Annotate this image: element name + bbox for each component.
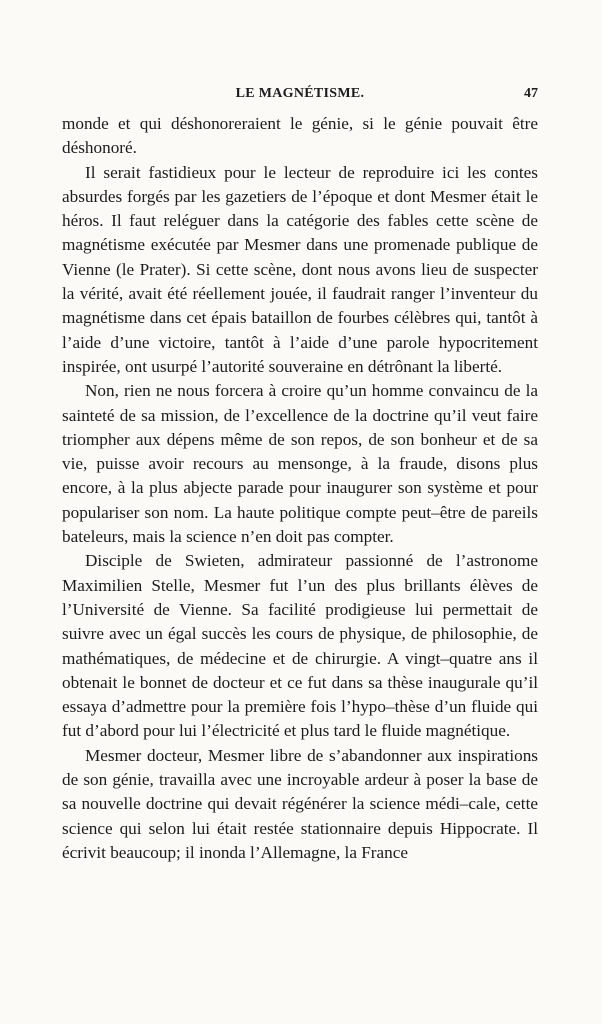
- paragraph: monde et qui déshonoreraient le génie, si le génie pouvait être déshonoré.: [62, 114, 538, 158]
- body-text: [62, 112, 538, 865]
- running-title: LE MAGNÉTISME.: [235, 86, 365, 101]
- paragraph: Non, rien ne nous forcera à croire qu’un homme convaincu de la sainteté de sa mission, de l’excellence de la doctrine qu’il veut faire triompher aux dépens même de son repos, de son bonheur et de sa vie, puisse avoir recours au mensonge, à la fraude, disons plus encore, à la plus abjecte parade pour inaugurer son système et pour populariser son nom. La haute politique compte peut–être de pareils bateleurs, mais la science n’en doit pas compter.: [62, 381, 538, 547]
- paragraph: Mesmer docteur, Mesmer libre de s’abandonner aux inspirations de son génie, travailla avec une incroyable ardeur à poser la base de sa nouvelle doctrine qui devait régénérer la science médi–cale, cette science qui selon lui était restée stationnaire depuis Hippocrate. Il écrivit beaucoup; il inonda l’Allemagne, la France: [62, 745, 538, 862]
- page-number: 47: [524, 86, 538, 101]
- paragraph: Il serait fastidieux pour le lecteur de reproduire ici les contes absurdes forgés par les gazetiers de l’époque et dont Mesmer était le héros. Il faut reléguer dans la catégorie des fables cette scène de magnétisme exécutée par Mesmer dans une promenade publique de Vienne (le Prater). Si cette scène, dont nous avons lieu de suspecter la vérité, avait été réellement jouée, il faudrait ranger l’inventeur du magnétisme dans cet épais bataillon de fourbes célèbres qui, tantôt à l’aide d’une victoire, tantôt à l’aide d’une parole hypocritement inspirée, ont usurpé l’autorité souveraine en détrônant la liberté.: [62, 162, 538, 376]
- paragraph: Disciple de Swieten, admirateur passionné de l’astronome Maximilien Stelle, Mesmer fut l’un des plus brillants élèves de l’Université de Vienne. Sa facilité prodigieuse lui permettait de suivre avec un égal succès les cours de physique, de philosophie, de mathématiques, de médecine et de chirurgie. A vingt–quatre ans il obtenait le bonnet de docteur et ce fut dans sa thèse inaugurale qu’il essaya d’admettre pour la première fois l’hypo–thèse d’un fluide qui fut d’abord pour lui l’électricité et plus tard le fluide magnétique.: [62, 551, 538, 741]
- page-header: [62, 86, 538, 106]
